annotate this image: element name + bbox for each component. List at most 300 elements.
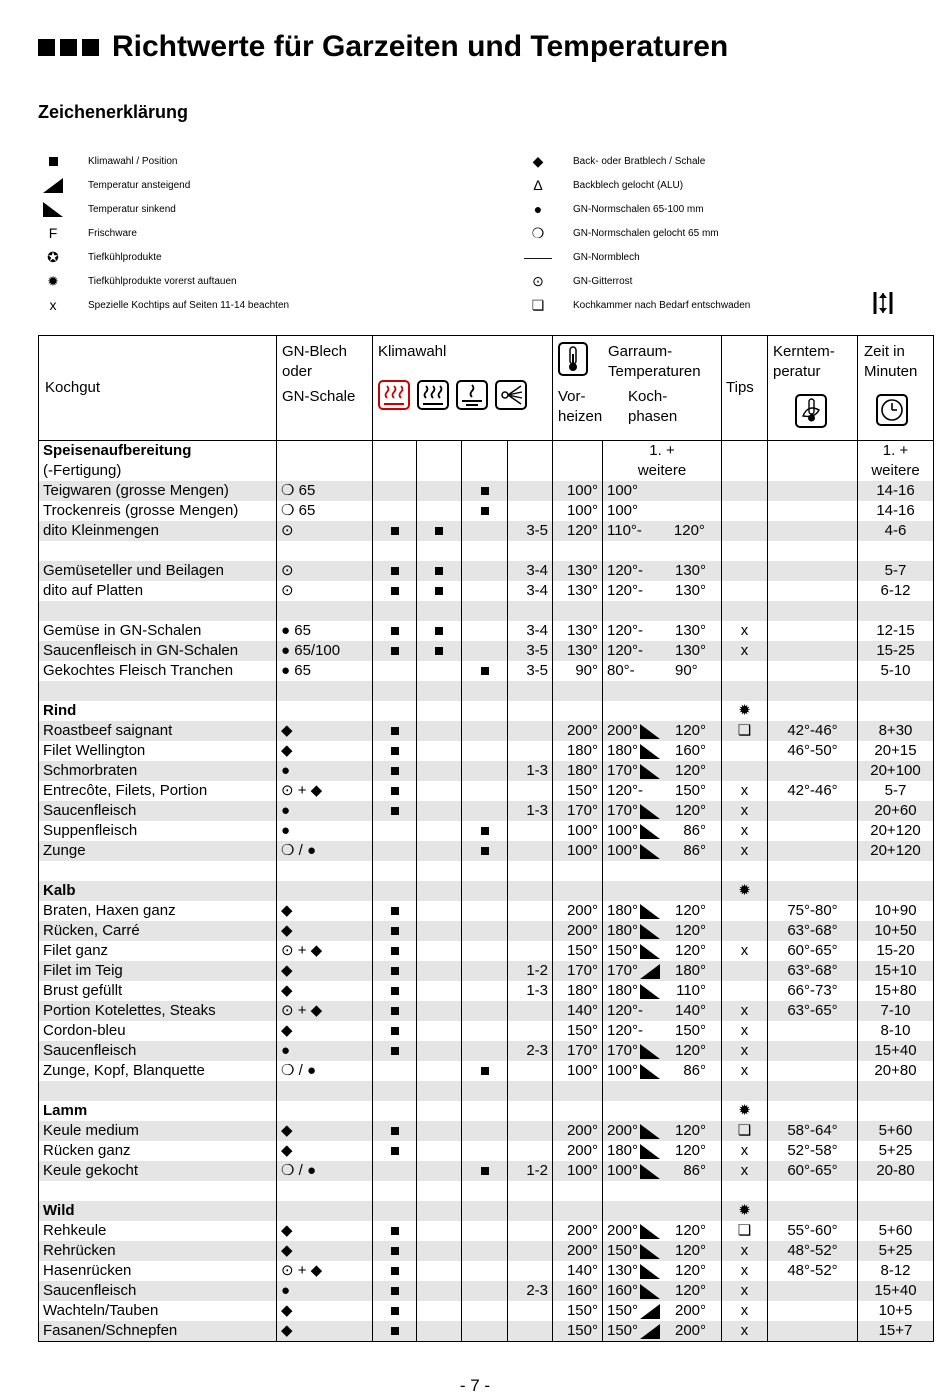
cell-klima-1 [373,1221,417,1241]
cell-zeit [858,841,934,861]
cell-value: 100° [566,842,598,859]
cell-value: 200° [566,1242,598,1259]
cell-value: x [740,1322,749,1339]
cell-gn [277,1321,373,1342]
cell-value: (-Fertigung) [43,462,122,479]
clock-icon [876,394,908,426]
cell-vorheizen [553,681,603,701]
phase-end: 86° [683,1162,707,1179]
cell-kerntemperatur [768,1241,858,1261]
cell-gn [277,1121,373,1141]
cell-vorheizen [553,1001,603,1021]
range-separator: - [638,562,644,579]
cell-klima-4 [508,761,553,781]
phase-end: 130° [675,622,707,639]
cell-value: 10+90 [874,902,917,919]
cell-value: ⊙ [281,522,294,539]
cell-tips [722,741,768,761]
cell-value: 5+25 [878,1242,913,1259]
table-row [39,1021,934,1041]
cell-kochphasen [603,1021,722,1041]
legend-item [518,151,705,171]
legend-item [33,271,237,291]
legend-item [518,223,719,243]
cell-klima-2 [417,981,462,1001]
cell-klima-2 [417,881,462,901]
cell-value: x [740,1042,749,1059]
header-kerntemperatur: Kerntem- peratur [768,336,858,441]
table-row [39,581,934,601]
cooking-table [38,335,934,1342]
cell-value: x [740,1142,749,1159]
cell-value: Roastbeef saignant [43,722,173,739]
cell-kochgut [39,881,277,901]
cell-vorheizen [553,841,603,861]
cell-value: ◆ [281,742,293,759]
cell-value: 14-16 [876,502,915,519]
cell-klima-4 [508,1181,553,1201]
cell-kochgut [39,981,277,1001]
cell-kochgut [39,1221,277,1241]
cell-value: ❍ 65 [281,502,316,519]
cell-value: 3-4 [526,562,548,579]
cell-value: Saucenfleisch [43,802,137,819]
cell-klima-4 [508,1281,553,1301]
cell-kochphasen [603,581,722,601]
cell-value: 1-2 [526,962,548,979]
cell-gn [277,561,373,581]
cell-klima-1 [373,1281,417,1301]
cell-vorheizen [553,541,603,561]
table-row [39,941,934,961]
cell-vorheizen [553,1081,603,1101]
cell-klima-1 [373,861,417,881]
cell-klima-2 [417,941,462,961]
cell-klima-4 [508,1101,553,1121]
cell-klima-1 [373,1201,417,1221]
cell-klima-4 [508,1241,553,1261]
cell-klima-1 [373,1261,417,1281]
cell-klima-1 [373,721,417,741]
cell-klima-1 [373,761,417,781]
phase-start: 120° [607,642,639,659]
cell-value: Hasenrücken [43,1262,132,1279]
cell-klima-1 [373,501,417,521]
cell-klima-1 [373,801,417,821]
legend-label: Frischware [88,227,137,239]
cell-tips [722,841,768,861]
table-row [39,481,934,501]
square-icon [481,487,489,495]
cell-klima-4 [508,661,553,681]
cell-value: 20+15 [874,742,917,759]
cell-kochgut [39,701,277,721]
cell-klima-4 [508,841,553,861]
cell-tips [722,1181,768,1201]
cell-kochphasen [603,601,722,621]
cell-zeit [858,1121,934,1141]
cell-value: 180° [566,982,598,999]
cell-value: x [740,622,749,639]
ramp-down-icon [638,1061,666,1081]
ramp-down-icon [638,921,666,941]
cell-vorheizen [553,661,603,681]
ramp-down-icon [638,721,666,741]
cell-value: 170° [566,962,598,979]
dot-circle-icon: ⊙ [532,272,544,289]
table-row [39,801,934,821]
cell-tips [722,481,768,501]
header-gn: GN-Blech oder GN-Schale [277,336,373,441]
cell-zeit [858,1221,934,1241]
cell-klima-3 [462,461,508,481]
cell-kochgut [39,1321,277,1342]
cell-kochphasen [603,661,722,681]
cell-klima-3 [462,801,508,821]
cell-klima-2 [417,601,462,621]
phase-end: 120° [675,902,707,919]
cell-kerntemperatur [768,541,858,561]
cell-kochgut [39,621,277,641]
cell-kerntemperatur [768,441,858,462]
cell-kochphasen [603,1261,722,1281]
phase-note: 1. + [649,442,675,459]
table-row [39,961,934,981]
square-icon [391,967,399,975]
phase-start: 110° [607,522,637,539]
cell-tips [722,901,768,921]
range-separator: - [638,622,644,639]
phase-end: 150° [675,1022,707,1039]
cell-tips [722,1321,768,1342]
square-icon [391,1327,399,1335]
title-text: Richtwerte für Garzeiten und Temperaturen [112,30,729,63]
cell-klima-3 [462,1221,508,1241]
ramp-down-icon [638,941,666,961]
cell-value: 100° [566,482,598,499]
cell-zeit [858,1101,934,1121]
cell-value: ❏ [737,1222,752,1239]
phase-end: 120° [675,1262,707,1279]
cell-klima-4 [508,1021,553,1041]
cell-value: 130° [566,622,598,639]
cell-klima-3 [462,661,508,681]
cell-kochphasen [603,961,722,981]
cell-value: 60°-65° [787,1162,838,1179]
hot-air-icon [495,380,527,410]
header-klimawahl: Klimawahl [373,336,553,441]
cell-vorheizen [553,521,603,541]
title-square-icon [82,39,99,56]
cell-zeit [858,681,934,701]
cell-klima-2 [417,1141,462,1161]
legend-label: Temperatur sinkend [88,203,176,215]
cell-value: 12-15 [876,622,915,639]
cell-kochgut [39,461,277,481]
cell-klima-4 [508,1141,553,1161]
cell-value: 150° [566,1022,598,1039]
table-row [39,501,934,521]
cell-gn [277,841,373,861]
cell-klima-4 [508,981,553,1001]
cell-kerntemperatur [768,641,858,661]
range-separator: - [638,642,644,659]
square-icon [391,1307,399,1315]
cell-zeit [858,701,934,721]
cell-gn [277,1301,373,1321]
cell-klima-4 [508,861,553,881]
legend-label: GN-Normschalen gelocht 65 mm [573,227,719,239]
cell-value: x [740,842,749,859]
cell-gn [277,881,373,901]
phase-start: 100° [607,1062,639,1079]
cell-gn [277,861,373,881]
page-number: - 7 - [459,1376,491,1395]
cell-value: Rehkeule [43,1222,107,1239]
phase-start: 130° [607,1262,639,1279]
cell-vorheizen [553,1321,603,1342]
cell-vorheizen [553,921,603,941]
phase-start: 200° [607,722,639,739]
table-row [39,981,934,1001]
phase-end: 180° [675,962,707,979]
phase-start: 150° [607,1302,639,1319]
phase-end: 130° [675,582,707,599]
cell-value: Speisenaufbereitung [43,442,192,459]
cell-klima-1 [373,1161,417,1181]
cell-value: 75°-80° [787,902,838,919]
cell-value: 7-10 [880,1002,911,1019]
cell-klima-1 [373,701,417,721]
phase-start: 200° [607,1122,639,1139]
cell-value: Zunge, Kopf, Blanquette [43,1062,205,1079]
cell-value: ● 65/100 [281,642,341,659]
square-icon [391,987,399,995]
cell-value: 8+30 [878,722,913,739]
cell-klima-1 [373,621,417,641]
legend-label: Backblech gelocht (ALU) [573,179,684,191]
legend-label: Spezielle Kochtips auf Seiten 11-14 beachten [88,299,290,311]
cell-klima-3 [462,781,508,801]
cell-value: ◆ [281,982,293,999]
table-row [39,921,934,941]
cell-value: ❏ [737,1122,752,1139]
table-row [39,681,934,701]
cell-kochphasen [603,741,722,761]
cell-kerntemperatur [768,841,858,861]
cell-vorheizen [553,1141,603,1161]
cell-klima-4 [508,581,553,601]
cell-kochphasen [603,1241,722,1261]
cell-value: weitere [871,462,920,479]
cell-zeit [858,921,934,941]
cell-klima-4 [508,561,553,581]
cell-value: ◆ [281,922,293,939]
legend-item [33,247,162,267]
cell-gn [277,961,373,981]
cell-klima-2 [417,741,462,761]
cell-value: Gemüseteller und Beilagen [43,562,224,579]
shadow-square-icon: ❏ [531,296,545,313]
cell-zeit [858,561,934,581]
cell-zeit [858,821,934,841]
cell-tips [722,661,768,681]
cell-klima-2 [417,541,462,561]
cell-kerntemperatur [768,1301,858,1321]
table-row [39,901,934,921]
cell-value: 170° [566,1042,598,1059]
cell-kerntemperatur [768,981,858,1001]
cell-kochphasen [603,1321,722,1342]
cell-kochphasen [603,861,722,881]
cell-tips [722,781,768,801]
cell-value: 3-5 [526,642,548,659]
legend-label: GN-Normschalen 65-100 mm [573,203,704,215]
cell-value: Rücken, Carré [43,922,140,939]
cell-kochphasen [603,681,722,701]
cell-klima-1 [373,881,417,901]
cell-kochphasen [603,821,722,841]
cell-klima-1 [373,1321,417,1342]
table-row [39,1301,934,1321]
cell-klima-4 [508,881,553,901]
cell-gn [277,481,373,501]
cell-value: ● [281,762,291,779]
cell-value: 4-6 [884,522,907,539]
cell-tips [722,761,768,781]
cell-kerntemperatur [768,681,858,701]
cell-value: 200° [566,922,598,939]
cell-kerntemperatur [768,621,858,641]
cell-klima-3 [462,701,508,721]
cell-kochgut [39,941,277,961]
header-tips: Tips [722,336,768,441]
cell-tips [722,681,768,701]
cell-zeit [858,781,934,801]
table-row [39,1321,934,1342]
cell-tips [722,821,768,841]
cell-klima-3 [462,841,508,861]
cell-value: Saucenfleisch in GN-Schalen [43,642,239,659]
cell-value: 1-3 [526,762,548,779]
star-circle-icon: ✪ [47,248,59,265]
cell-klima-2 [417,761,462,781]
cell-kerntemperatur [768,761,858,781]
cell-klima-1 [373,561,417,581]
cell-klima-4 [508,1321,553,1342]
legend-label: Kochkammer nach Bedarf entschwaden [573,299,751,311]
cell-vorheizen [553,1121,603,1141]
cell-value: Entrecôte, Filets, Portion [43,782,208,799]
cell-klima-2 [417,961,462,981]
cell-tips [722,1061,768,1081]
cell-gn [277,541,373,561]
cell-tips [722,521,768,541]
cell-vorheizen [553,961,603,981]
cell-gn [277,1141,373,1161]
cell-klima-1 [373,1301,417,1321]
cell-klima-2 [417,821,462,841]
cell-klima-4 [508,781,553,801]
cell-tips [722,801,768,821]
cell-klima-1 [373,921,417,941]
cell-gn [277,721,373,741]
cell-zeit [858,541,934,561]
cell-tips [722,1161,768,1181]
cell-zeit [858,641,934,661]
cell-klima-3 [462,1261,508,1281]
cell-kochphasen [603,781,722,801]
cell-value: ❍ / ● [281,1162,317,1179]
cell-zeit [858,1201,934,1221]
cell-value: 3-5 [526,662,548,679]
cell-tips [722,501,768,521]
cell-value: x [740,1162,749,1179]
cell-kochgut [39,1001,277,1021]
cell-tips [722,941,768,961]
cell-klima-3 [462,721,508,741]
cell-klima-1 [373,681,417,701]
cell-gn [277,681,373,701]
cell-vorheizen [553,621,603,641]
cell-zeit [858,901,934,921]
table-row [39,1261,934,1281]
cell-kerntemperatur [768,1281,858,1301]
cell-kochgut [39,561,277,581]
cell-value: 20+100 [870,762,921,779]
cell-klima-2 [417,801,462,821]
cell-kochphasen [603,621,722,641]
cell-vorheizen [553,881,603,901]
cell-value: 150° [566,942,598,959]
phase-start: 120° [607,582,639,599]
cell-zeit [858,441,934,462]
cell-klima-1 [373,541,417,561]
cell-value: ✹ [738,1102,751,1119]
cell-value: x [740,1262,749,1279]
cell-value: dito Kleinmengen [43,522,159,539]
cell-value: ◆ [281,1022,293,1039]
cell-klima-3 [462,1141,508,1161]
cell-kochgut [39,781,277,801]
ramp-up-icon [638,961,666,981]
cell-kochgut [39,741,277,761]
cell-value: 8-12 [880,1262,911,1279]
cell-value: x [740,802,749,819]
cell-klima-3 [462,761,508,781]
cell-gn [277,981,373,1001]
cell-kochphasen [603,1301,722,1321]
cell-tips [722,701,768,721]
cell-klima-2 [417,1121,462,1141]
cell-klima-4 [508,641,553,661]
legend-label: Klimawahl / Position [88,155,178,167]
cell-klima-4 [508,1061,553,1081]
cell-value: ● [281,1282,291,1299]
cell-gn [277,821,373,841]
cell-kerntemperatur [768,1181,858,1201]
cell-kochgut [39,681,277,701]
cell-value: 3-4 [526,622,548,639]
cell-klima-3 [462,541,508,561]
range-separator: - [636,522,642,539]
cell-value: 3-5 [526,522,548,539]
cell-kochgut [39,861,277,881]
cell-value: 48°-52° [787,1262,838,1279]
phase-start: 170° [607,962,639,979]
cell-gn [277,461,373,481]
cell-zeit [858,481,934,501]
